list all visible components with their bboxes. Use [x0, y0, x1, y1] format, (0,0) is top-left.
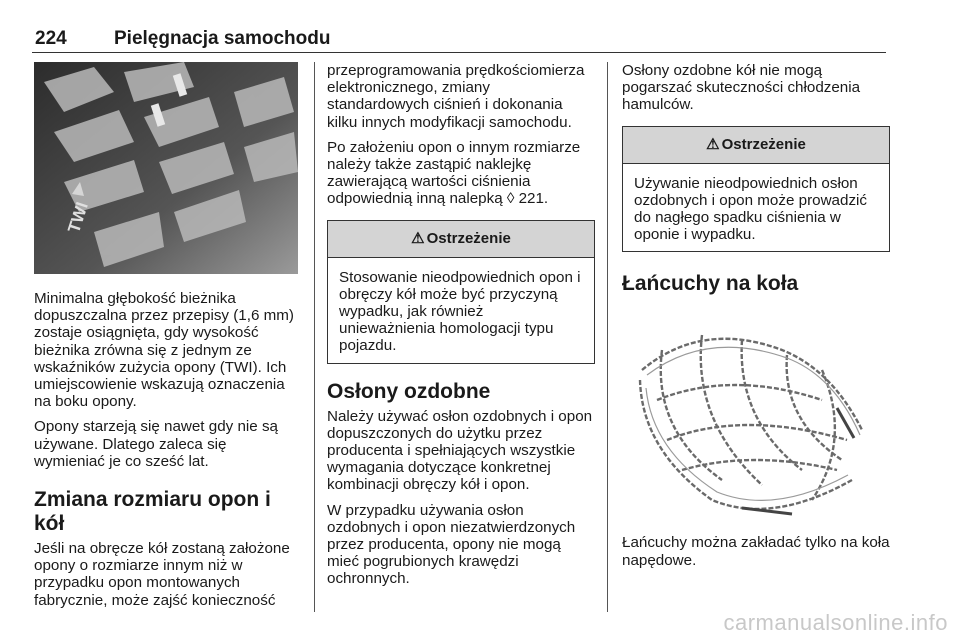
- tire-size-paragraph: Jeśli na obręcze kół zostaną założone opony o rozmiarze innym niż w przypadku opon montowanych fabrycznie, może zajść konieczność: [34, 540, 290, 609]
- section-heading-tire-size: Zmiana rozmiaru opon i kół: [34, 488, 271, 536]
- tread-depth-paragraph: Minimalna głębokość bieżnika dopuszczalna przez przepisy (1,6 mm) zostaje osiągnięta, gdy wysokość bieżnika zrówna się z jednym ze wskaźników zużycia opony (TWI). Ich umiejscowienie wskazują oznaczenia na boku opony.: [34, 290, 294, 411]
- sticker-paragraph: Po założeniu opon o innym rozmiarze należy także zastąpić naklejkę zawierającą wartości ciśnienia odpowiednią inną nalepką ◊ 221.: [327, 138, 581, 208]
- section-heading-chains: Łańcuchy na koła: [622, 272, 799, 296]
- warning-icon: ⚠: [706, 135, 720, 153]
- warning-box: [622, 126, 890, 253]
- chains-caption: Łańcuchy można zakładać tylko na koła napędowe.: [622, 534, 890, 569]
- warning-icon: ⚠: [411, 229, 425, 247]
- page-header: [32, 26, 886, 53]
- tire-age-paragraph: Opony starzeją się nawet gdy nie są używane. Dlatego zaleca się wymieniać je co sześć lat.: [34, 418, 278, 470]
- warning-text: Stosowanie nieodpowiednich opon i obręczy kół może być przyczyną wypadku, jak również unieważnienia homologacji typu pojazdu.: [339, 268, 581, 355]
- warning-title: Ostrzeżenie: [426, 229, 511, 247]
- column-divider: [314, 62, 315, 612]
- warning-box: [327, 220, 595, 364]
- cooling-paragraph: Osłony ozdobne kół nie mogą pogarszać skuteczności chłodzenia hamulców.: [622, 62, 861, 114]
- twi-label: TWI: [64, 199, 92, 236]
- header-title: Pielęgnacja samochodu: [114, 28, 331, 49]
- snow-chains-image: [622, 310, 884, 522]
- page-number: 224: [35, 28, 67, 49]
- reprogramming-paragraph: przeprogramowania prędkościomierza elektronicznego, zmiany standardowych ciśnień i dokonania kilku innych modyfikacji samochodu.: [327, 62, 585, 131]
- column-divider: [607, 62, 608, 612]
- section-heading-covers: Osłony ozdobne: [327, 379, 491, 403]
- column-2: [327, 62, 595, 596]
- covers-paragraph: Należy używać osłon ozdobnych i opon dopuszczonych do użytku przez producenta i spełniających wszystkie wymagania dotyczące konkretnej kombinacji obręczy kół i opon.: [327, 407, 593, 494]
- covers-unapproved-paragraph: W przypadku używania osłon ozdobnych i opon niezatwierdzonych przez producenta, opony nie mogą mieć pogrubionych krawędzi ochronnych.: [327, 501, 576, 588]
- warning-header: [623, 127, 889, 164]
- warning-text: Używanie nieodpowiednich osłon ozdobnych i opon może prowadzić do nagłego spadku ciśnienia w oponie i wypadku.: [634, 174, 868, 244]
- warning-header: [328, 221, 594, 258]
- watermark: carmanualsonline.info: [723, 610, 948, 635]
- warning-title: Ostrzeżenie: [721, 135, 806, 153]
- column-1: [34, 62, 300, 617]
- column-3: [622, 62, 890, 577]
- tire-tread-photo: [34, 62, 298, 274]
